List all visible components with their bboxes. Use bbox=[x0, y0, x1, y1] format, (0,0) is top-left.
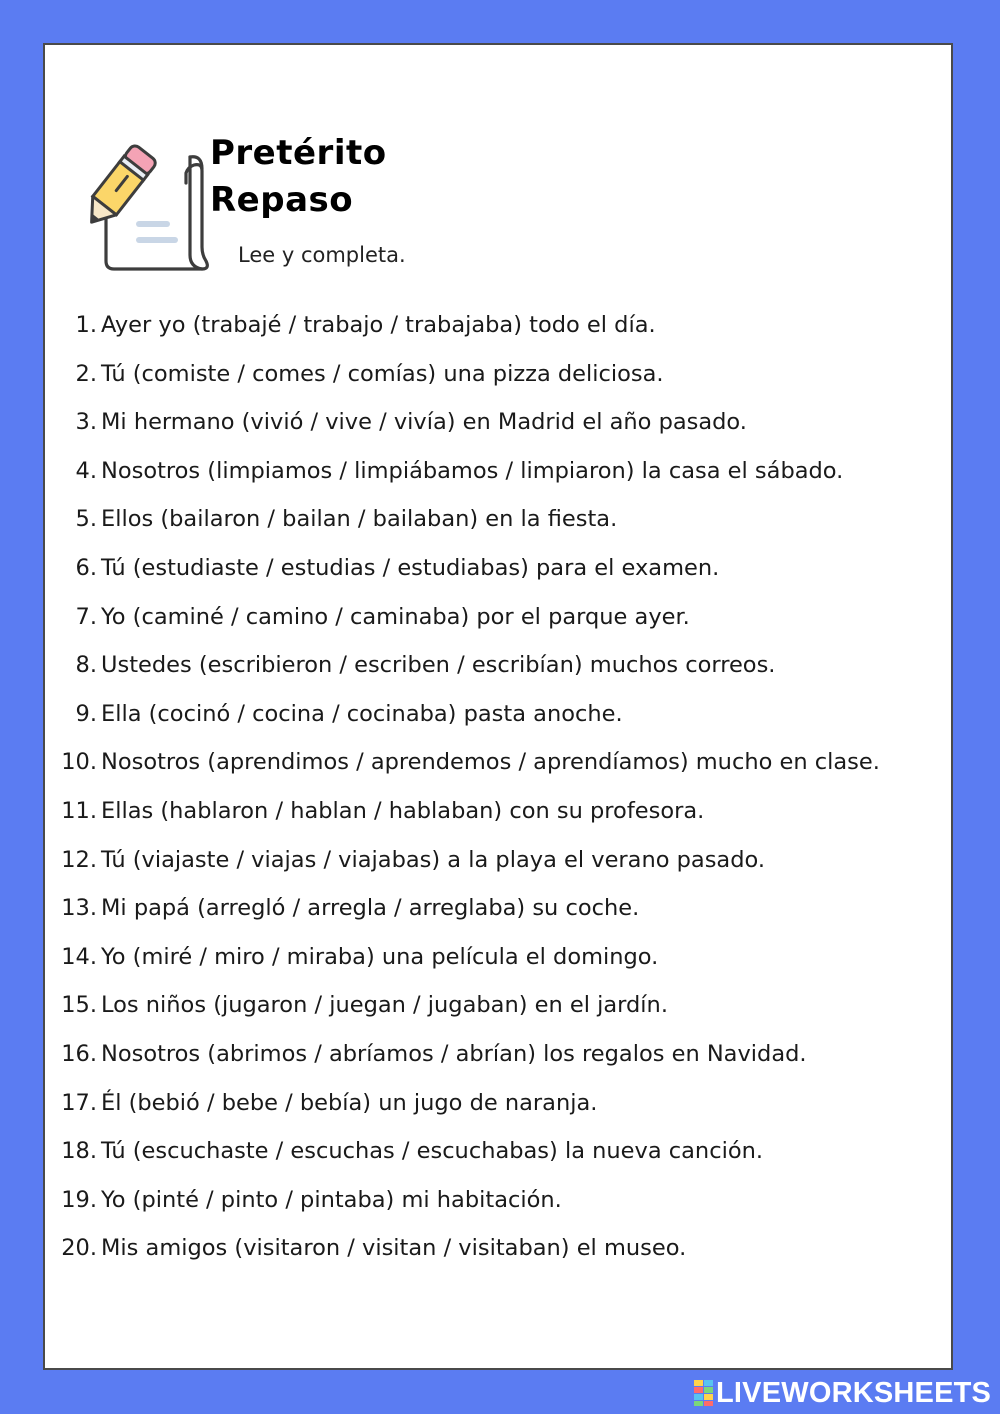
item-text: Mi papá (arregló / arregla / arreglaba) su coche. bbox=[101, 895, 640, 922]
item-number: 10. bbox=[61, 749, 97, 776]
item-number: 4. bbox=[75, 457, 97, 484]
list-item bbox=[52, 1090, 952, 1139]
item-text: Yo (miré / miro / miraba) una película el domingo. bbox=[101, 943, 659, 970]
list-item bbox=[52, 1235, 952, 1284]
list-item bbox=[52, 1041, 952, 1090]
item-text: Ustedes (escribieron / escriben / escribían) muchos correos. bbox=[101, 652, 776, 679]
item-text: Los niños (jugaron / juegan / jugaban) en el jardín. bbox=[101, 992, 668, 1019]
list-item bbox=[52, 701, 952, 750]
item-text: Ayer yo (trabajé / trabajo / trabajaba) todo el día. bbox=[101, 312, 656, 338]
item-number: 6. bbox=[75, 554, 97, 581]
item-number: 9. bbox=[75, 700, 97, 727]
item-text: Yo (pinté / pinto / pintaba) mi habitación. bbox=[101, 1186, 562, 1213]
item-number: 8. bbox=[75, 652, 97, 679]
page-title-line-1: Pretérito bbox=[210, 133, 387, 173]
item-number: 12. bbox=[61, 846, 97, 873]
list-item bbox=[52, 361, 952, 410]
item-number: 15. bbox=[61, 992, 97, 1019]
list-item bbox=[52, 895, 952, 944]
item-text: Nosotros (aprendimos / aprendemos / aprendíamos) mucho en clase. bbox=[101, 749, 880, 776]
pencil-on-paper-icon bbox=[78, 143, 214, 273]
item-number: 1. bbox=[75, 312, 97, 338]
list-item bbox=[52, 312, 952, 361]
item-number: 17. bbox=[61, 1089, 97, 1116]
item-number: 18. bbox=[61, 1138, 97, 1165]
item-text: Tú (escuchaste / escuchas / escuchabas) la nueva canción. bbox=[101, 1138, 763, 1165]
list-item bbox=[52, 749, 952, 798]
list-item bbox=[52, 458, 952, 507]
item-text: Yo (caminé / camino / caminaba) por el parque ayer. bbox=[101, 603, 690, 630]
item-text: Ellas (hablaron / hablan / hablaban) con su profesora. bbox=[101, 797, 705, 824]
item-number: 20. bbox=[61, 1235, 97, 1262]
item-number: 14. bbox=[61, 943, 97, 970]
item-number: 11. bbox=[61, 797, 97, 824]
list-item bbox=[52, 652, 952, 701]
liveworksheets-brand[interactable] bbox=[694, 1377, 991, 1409]
list-item bbox=[52, 604, 952, 653]
list-item bbox=[52, 1187, 952, 1236]
item-text: Mi hermano (vivió / vive / vivía) en Madrid el año pasado. bbox=[101, 409, 747, 436]
instruction-text: Lee y completa. bbox=[238, 243, 406, 267]
item-number: 7. bbox=[75, 603, 97, 630]
item-number: 2. bbox=[75, 360, 97, 387]
item-text: Ellos (bailaron / bailan / bailaban) en la fiesta. bbox=[101, 506, 618, 533]
list-item bbox=[52, 1138, 952, 1187]
item-text: Él (bebió / bebe / bebía) un jugo de naranja. bbox=[101, 1089, 598, 1116]
list-item bbox=[52, 992, 952, 1041]
list-item bbox=[52, 409, 952, 458]
item-number: 19. bbox=[61, 1186, 97, 1213]
item-text: Tú (viajaste / viajas / viajabas) a la playa el verano pasado. bbox=[101, 846, 766, 873]
item-number: 3. bbox=[75, 409, 97, 436]
exercise-list bbox=[52, 312, 952, 1284]
item-text: Tú (estudiaste / estudias / estudiabas) para el examen. bbox=[101, 554, 720, 581]
page-title-line-2: Repaso bbox=[210, 180, 354, 220]
item-number: 5. bbox=[75, 506, 97, 533]
list-item bbox=[52, 798, 952, 847]
item-text: Mis amigos (visitaron / visitan / visitaban) el museo. bbox=[101, 1235, 687, 1262]
item-text: Tú (comiste / comes / comías) una pizza deliciosa. bbox=[101, 360, 664, 387]
item-text: Nosotros (limpiamos / limpiábamos / limpiaron) la casa el sábado. bbox=[101, 457, 844, 484]
list-item bbox=[52, 555, 952, 604]
item-text: Ella (cocinó / cocina / cocinaba) pasta anoche. bbox=[101, 700, 623, 727]
liveworksheets-logo-icon bbox=[694, 1380, 714, 1406]
list-item bbox=[52, 944, 952, 993]
list-item bbox=[52, 847, 952, 896]
brand-name: LIVEWORKSHEETS bbox=[716, 1376, 992, 1409]
list-item bbox=[52, 506, 952, 555]
item-number: 16. bbox=[61, 1040, 97, 1067]
item-text: Nosotros (abrimos / abríamos / abrían) los regalos en Navidad. bbox=[101, 1040, 807, 1067]
item-number: 13. bbox=[61, 895, 97, 922]
